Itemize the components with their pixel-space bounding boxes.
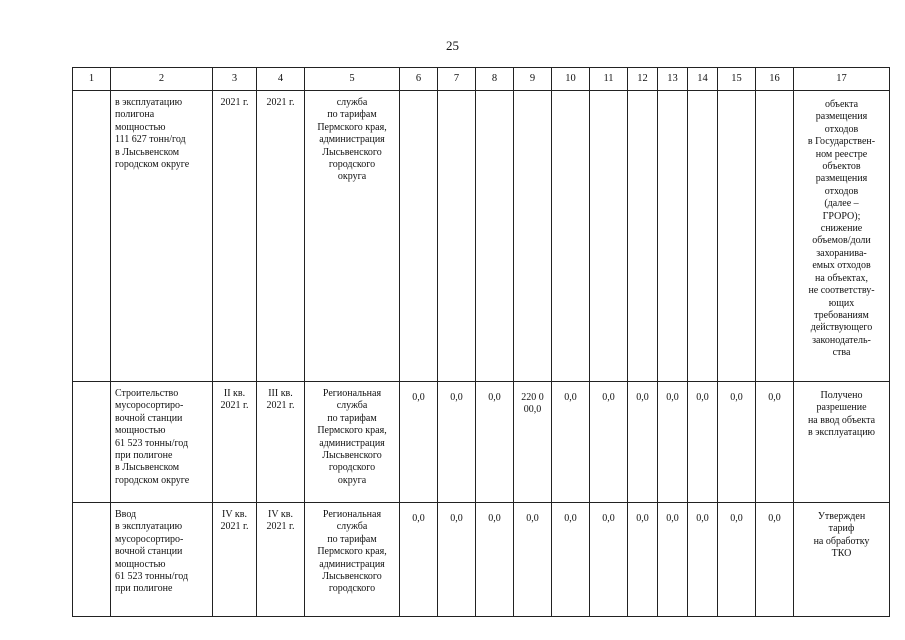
result-cell: Получено разрешение на ввод объекта в эксплуатацию: [794, 382, 890, 503]
value-cell: 0,0: [658, 503, 688, 617]
result-cell: объекта размещения отходов в Государствен- ном реестре объектов размещения отходов (далее – ГРОРО); снижение объемов/доли захоранива- емых отходов на объектах, не соответству- ющих требованиям действующего законодатель- ства: [794, 91, 890, 382]
value-cell: 0,0: [718, 503, 756, 617]
column-header: 2: [111, 68, 213, 91]
column-header: 12: [628, 68, 658, 91]
value-cell: 0,0: [688, 382, 718, 503]
column-header: 6: [400, 68, 438, 91]
value-cell: 0,0: [476, 382, 514, 503]
value-cell: 0,0: [400, 503, 438, 617]
value-cell: [718, 91, 756, 382]
end-date-cell: IV кв. 2021 г.: [257, 503, 305, 617]
value-cell: [590, 91, 628, 382]
value-cell: [628, 91, 658, 382]
row-number-cell: [73, 91, 111, 382]
value-cell: 0,0: [552, 503, 590, 617]
event-cell: в эксплуатацию полигона мощностью 111 627 тонн/год в Лысьвенском городском округе: [111, 91, 213, 382]
column-header: 8: [476, 68, 514, 91]
value-cell: 0,0: [590, 503, 628, 617]
column-header: 17: [794, 68, 890, 91]
row-number-cell: [73, 503, 111, 617]
column-header: 15: [718, 68, 756, 91]
value-cell: [514, 91, 552, 382]
value-cell: 0,0: [400, 382, 438, 503]
responsible-cell: служба по тарифам Пермского края, администрация Лысьвенского городского округа: [305, 91, 400, 382]
column-header: 13: [658, 68, 688, 91]
value-cell: 0,0: [756, 503, 794, 617]
column-header: 16: [756, 68, 794, 91]
event-cell: Строительство мусоросортиро- вочной станции мощностью 61 523 тонны/год при полигоне в Лысьвенском городском округе: [111, 382, 213, 503]
end-date-cell: III кв. 2021 г.: [257, 382, 305, 503]
value-cell: 0,0: [438, 382, 476, 503]
column-header: 4: [257, 68, 305, 91]
value-cell: 0,0: [628, 382, 658, 503]
value-cell: 0,0: [590, 382, 628, 503]
value-cell: 0,0: [688, 503, 718, 617]
value-cell: 0,0: [718, 382, 756, 503]
value-cell: 0,0: [658, 382, 688, 503]
value-cell: 0,0: [756, 382, 794, 503]
page-number: 25: [446, 38, 459, 53]
column-header: 9: [514, 68, 552, 91]
table-row: [73, 382, 890, 503]
column-header: 11: [590, 68, 628, 91]
value-cell: [552, 91, 590, 382]
value-cell: [476, 91, 514, 382]
start-date-cell: II кв. 2021 г.: [213, 382, 257, 503]
value-cell: 0,0: [438, 503, 476, 617]
value-cell: [688, 91, 718, 382]
value-cell: 0,0: [628, 503, 658, 617]
value-cell: 220 0 00,0: [514, 382, 552, 503]
value-cell: 0,0: [476, 503, 514, 617]
start-date-cell: 2021 г.: [213, 91, 257, 382]
value-cell: 0,0: [552, 382, 590, 503]
plan-table: [72, 67, 890, 617]
value-cell: [658, 91, 688, 382]
table-row: [73, 503, 890, 617]
row-number-cell: [73, 382, 111, 503]
column-header: 5: [305, 68, 400, 91]
column-header: 14: [688, 68, 718, 91]
value-cell: [756, 91, 794, 382]
event-cell: Ввод в эксплуатацию мусоросортиро- вочной станции мощностью 61 523 тонны/год при полигоне: [111, 503, 213, 617]
value-cell: 0,0: [514, 503, 552, 617]
result-cell: Утвержден тариф на обработку ТКО: [794, 503, 890, 617]
column-header: 10: [552, 68, 590, 91]
start-date-cell: IV кв. 2021 г.: [213, 503, 257, 617]
value-cell: [400, 91, 438, 382]
value-cell: [438, 91, 476, 382]
table-row: [73, 91, 890, 382]
column-header: 3: [213, 68, 257, 91]
column-header: 7: [438, 68, 476, 91]
responsible-cell: Региональная служба по тарифам Пермского края, администрация Лысьвенского городского: [305, 503, 400, 617]
header-row: [73, 68, 890, 91]
column-header: 1: [73, 68, 111, 91]
responsible-cell: Региональная служба по тарифам Пермского края, администрация Лысьвенского городского округа: [305, 382, 400, 503]
end-date-cell: 2021 г.: [257, 91, 305, 382]
